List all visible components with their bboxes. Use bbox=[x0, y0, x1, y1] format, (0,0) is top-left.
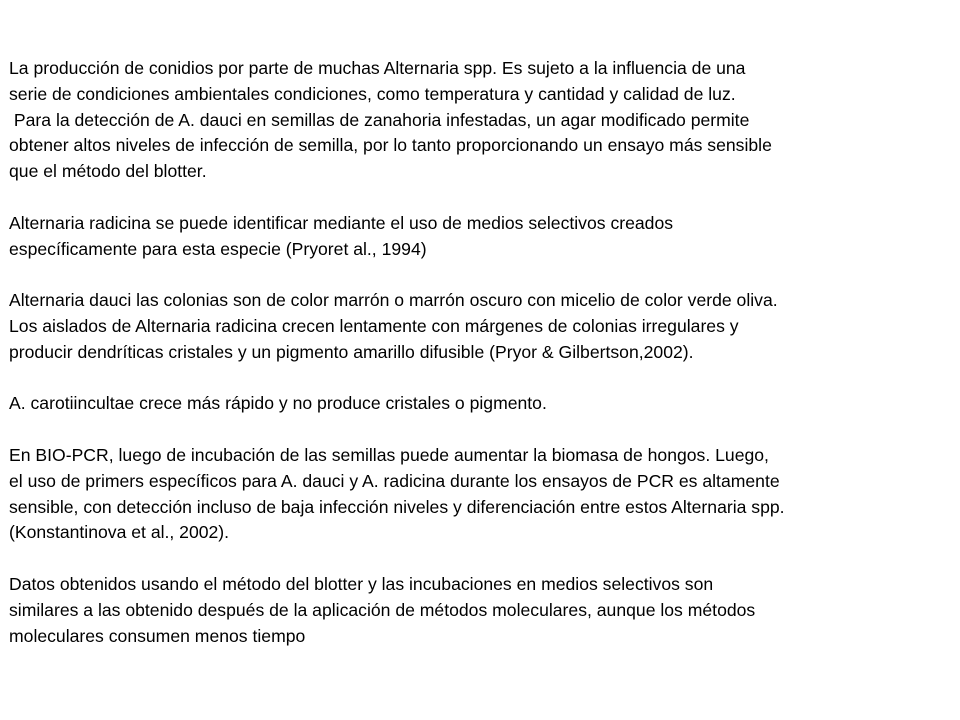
text-line: serie de condiciones ambientales condiciones, como temperatura y cantidad y calidad de luz. bbox=[9, 83, 736, 104]
text-line: La producción de conidios por parte de muchas Alternaria spp. Es sujeto a la influencia de una bbox=[9, 58, 746, 78]
paragraph-carotiincultae bbox=[9, 391, 957, 417]
text-line: producir dendríticas cristales y un pigmento amarillo difusible (Pryor & Gilbertson,2002). bbox=[9, 341, 694, 362]
text-line: Alternaria radicina se puede identificar mediante el uso de medios selectivos creados bbox=[9, 212, 674, 233]
text-line: Los aislados de Alternaria radicina crecen lentamente con márgenes de colonias irregulares y bbox=[9, 315, 739, 336]
text-line: similares a las obtenido después de la aplicación de métodos moleculares, aunque los métodos bbox=[9, 599, 756, 620]
text-line: obtener altos niveles de infección de semilla, por lo tanto proporcionando un ensayo más sensible bbox=[9, 135, 772, 156]
paragraph-spacer bbox=[9, 185, 957, 211]
text-line: En BIO-PCR, luego de incubación de las semillas puede aumentar la biomasa de hongos. Luego, bbox=[9, 444, 769, 465]
paragraph-spacer bbox=[9, 546, 957, 572]
paragraph-method-comparison bbox=[9, 572, 957, 649]
paragraph-spacer bbox=[9, 262, 957, 288]
text-line: A. carotiincultae crece más rápido y no produce cristales o pigmento. bbox=[9, 393, 547, 414]
text-line: el uso de primers específicos para A. dauci y A. radicina durante los ensayos de PCR es altamente bbox=[9, 470, 780, 491]
paragraph-bio-pcr bbox=[9, 443, 957, 546]
text-line: específicamente para esta especie (Pryoret al., 1994) bbox=[9, 238, 427, 259]
text-line: moleculares consumen menos tiempo bbox=[9, 625, 306, 646]
text-line: Alternaria dauci las colonias son de color marrón o marrón oscuro con micelio de color verde oliva. bbox=[9, 290, 778, 311]
document-body bbox=[9, 56, 957, 649]
paragraph-radicina-identification bbox=[9, 211, 957, 263]
text-line: sensible, con detección incluso de baja infección niveles y diferenciación entre estos Alternaria spp. bbox=[9, 496, 785, 517]
paragraph-colony-description bbox=[9, 288, 957, 365]
paragraph-spacer bbox=[9, 366, 957, 392]
text-line: (Konstantinova et al., 2002). bbox=[9, 522, 230, 543]
paragraph-spacer bbox=[9, 417, 957, 443]
text-line: Para la detección de A. dauci en semillas de zanahoria infestadas, un agar modificado permite bbox=[9, 109, 750, 130]
paragraph-conidia-production bbox=[9, 56, 957, 185]
text-line: Datos obtenidos usando el método del blotter y las incubaciones en medios selectivos son bbox=[9, 573, 714, 594]
text-line: que el método del blotter. bbox=[9, 161, 207, 182]
